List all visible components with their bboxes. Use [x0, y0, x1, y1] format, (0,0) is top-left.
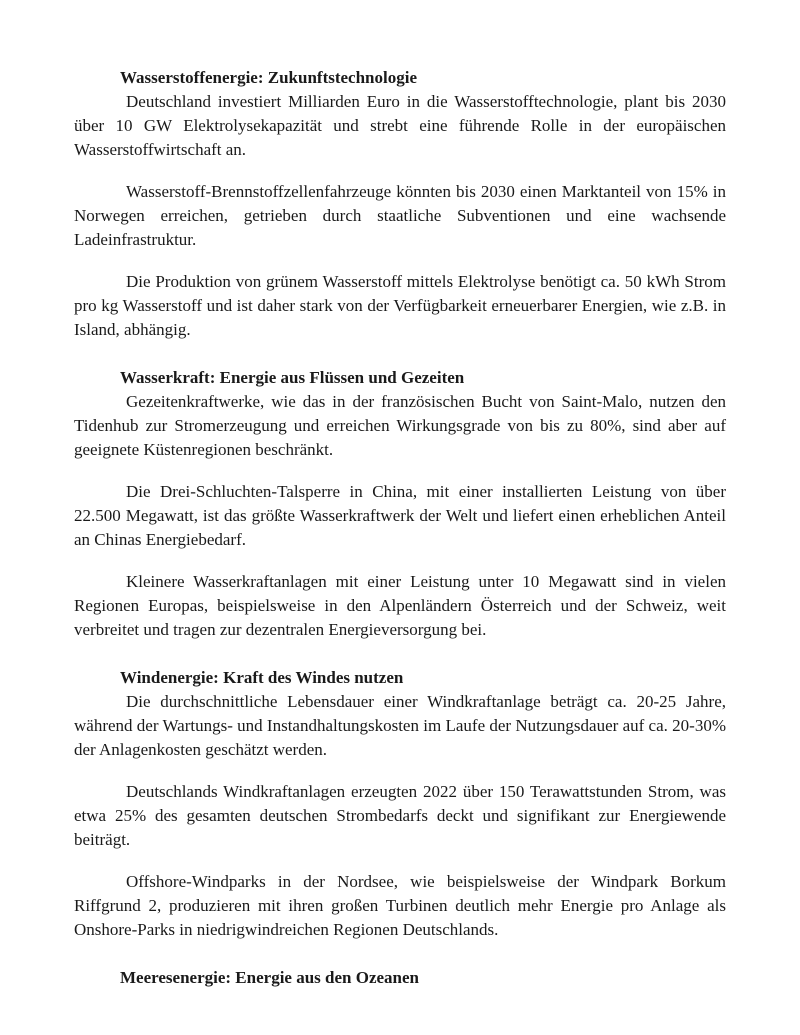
section-heading: Windenergie: Kraft des Windes nutzen — [120, 668, 404, 687]
section-heading: Wasserstoffenergie: Zukunftstechnologie — [120, 68, 418, 87]
section-heading: Wasserkraft: Energie aus Flüssen und Gezeiten — [120, 368, 465, 387]
paragraph: Die Drei-Schluchten-Talsperre in China, mit einer installierten Leistung von über 22.500 Megawatt, ist das größte Wasserkraftwerk der Welt und liefert einen erheblichen Anteil an Chinas Energiebedarf. — [74, 482, 726, 549]
paragraph: Deutschlands Windkraftanlagen erzeugten 2022 über 150 Terawattstunden Strom, was etwa 25% des gesamten deutschen Strombedarfs deckt und signifikant zur Energiewende beiträgt. — [74, 782, 726, 849]
paragraph: Wasserstoff-Brennstoffzellenfahrzeuge könnten bis 2030 einen Marktanteil von 15% in Norwegen erreichen, getrieben durch staatliche Subventionen und eine wachsende Ladeinfrastruktur. — [74, 182, 726, 249]
paragraph: Die Produktion von grünem Wasserstoff mittels Elektrolyse benötigt ca. 50 kWh Strom pro kg Wasserstoff und ist daher stark von der Verfügbarkeit erneuerbarer Energien, wie z.B. in Island, abhängig. — [74, 272, 726, 339]
section-hydrogen — [74, 66, 726, 342]
document-page — [74, 66, 726, 990]
section-heading: Meeresenergie: Energie aus den Ozeanen — [120, 968, 420, 987]
section-wind — [74, 666, 726, 942]
section-ocean — [74, 966, 726, 990]
paragraph: Deutschland investiert Milliarden Euro in die Wasserstofftechnologie, plant bis 2030 über 10 GW Elektrolysekapazität und strebt eine führende Rolle in der europäischen Wasserstoffwirtschaft an. — [74, 92, 726, 159]
paragraph: Gezeitenkraftwerke, wie das in der französischen Bucht von Saint-Malo, nutzen den Tidenhub zur Stromerzeugung und erreichen Wirkungsgrade von bis zu 80%, sind aber auf geeignete Küstenregionen beschränkt. — [74, 392, 726, 459]
section-hydropower — [74, 366, 726, 642]
paragraph: Kleinere Wasserkraftanlagen mit einer Leistung unter 10 Megawatt sind in vielen Regionen Europas, beispielsweise in den Alpenländern Österreich und der Schweiz, weit verbreitet und tragen zur dezentralen Energieversorgung bei. — [74, 572, 726, 639]
paragraph: Offshore-Windparks in der Nordsee, wie beispielsweise der Windpark Borkum Riffgrund 2, produzieren mit ihren großen Turbinen deutlich mehr Energie pro Anlage als Onshore-Parks in niedrigwindreichen Regionen Deutschlands. — [74, 872, 726, 939]
paragraph: Die durchschnittliche Lebensdauer einer Windkraftanlage beträgt ca. 20-25 Jahre, während der Wartungs- und Instandhaltungskosten im Laufe der Nutzungsdauer auf ca. 20-30% der Anlagenkosten geschätzt werden. — [74, 692, 726, 759]
